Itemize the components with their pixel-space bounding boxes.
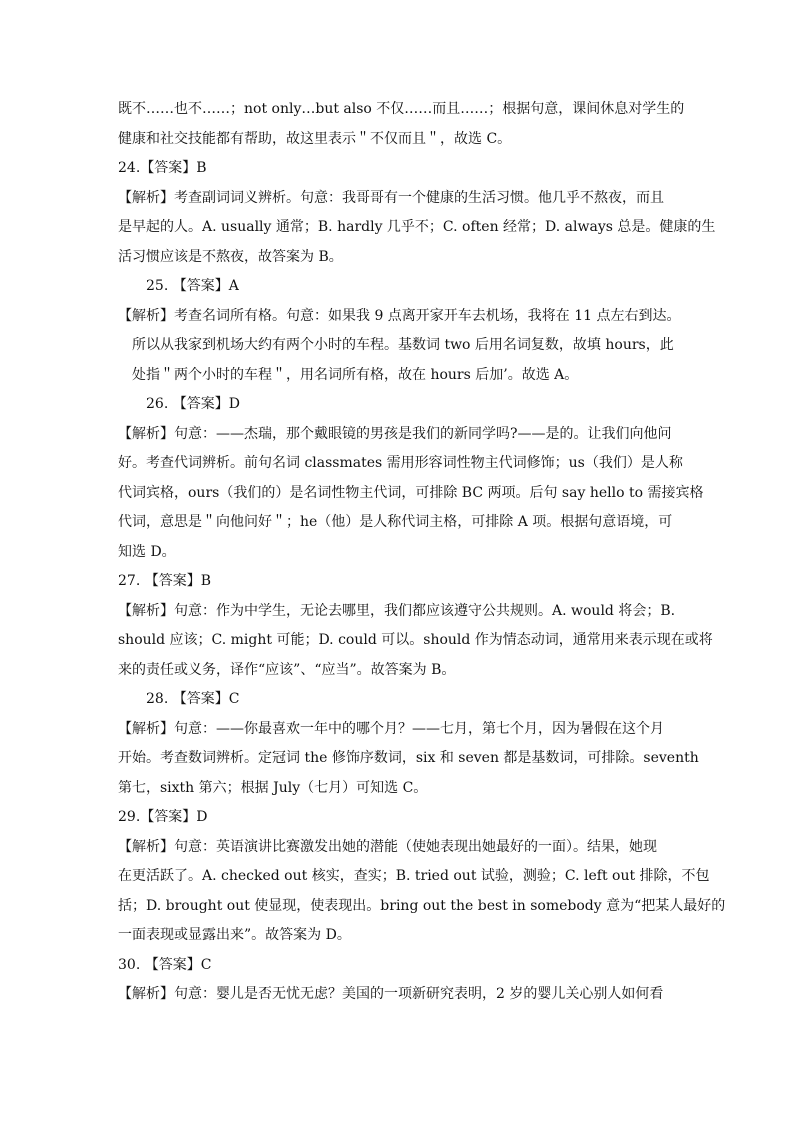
answer-heading-26: 26. 【答案】D	[146, 396, 240, 412]
text-line: 括；D. brought out 使显现，使表现出。bring out the best in somebody 意为“把某人最好的	[118, 897, 726, 914]
answer-heading-28: 28. 【答案】C	[146, 691, 240, 707]
answer-heading-27: 27. 【答案】B	[118, 573, 212, 589]
text-line: 所以从我家到机场大约有两个小时的车程。基数词 two 后用名词复数，故填 hours，此	[132, 337, 674, 353]
text-line: 好。考查代词辨析。前句名词 classmates 需用形容词性物主代词修饰；us（我们）是人称	[118, 455, 683, 471]
answer-heading-30: 30. 【答案】C	[118, 956, 212, 973]
text-line: 活习惯应该是不熬夜，故答案为 B。	[118, 248, 343, 265]
analysis-line: 【解析】句意：作为中学生，无论去哪里，我们都应该遵守公共规则。A. would 将会；B.	[118, 602, 676, 619]
text-line: 健康和社交技能都有帮助，故这里表示＂不仅而且＂，故选 C。	[118, 130, 512, 147]
analysis-line: 【解析】考查名词所有格。句意：如果我 9 点离开家开车去机场，我将在 11 点左右到达。	[118, 307, 681, 324]
text-line: 代词宾格，ours（我们的）是名词性物主代词，可排除 BC 两项。后句 say hello to 需接宾格	[118, 484, 704, 501]
text-line: 既不……也不……；not only…but also 不仅……而且……；根据句意，课间休息对学生的	[118, 101, 685, 117]
analysis-line: 【解析】句意：——杰瑞，那个戴眼镜的男孩是我们的新同学吗?——是的。让我们向他问	[118, 425, 672, 442]
analysis-line: 【解析】句意：英语演讲比赛激发出她的潜能（使她表现出她最好的一面）。结果，她现	[118, 838, 657, 855]
analysis-line: 【解析】句意：——你最喜欢一年中的哪个月？——七月，第七个月，因为暑假在这个月	[118, 720, 664, 737]
text-line: 一面表现或显露出来”。故答案为 D。	[118, 927, 351, 943]
text-line: 来的责任或义务，译作“应该”、“应当”。故答案为 B。	[118, 661, 456, 678]
text-line: 第七，sixth 第六；根据 July（七月）可知选 C。	[118, 779, 428, 796]
answer-heading-29: 29.【答案】D	[118, 809, 208, 825]
text-line: 代词，意思是＂向他问好＂；he（他）是人称代词主格，可排除 A 项。根据句意语境，可	[118, 514, 673, 530]
text-line: 开始。考查数词辨析。定冠词 the 修饰序数词，six 和 seven 都是基数词，可排除。seventh	[118, 750, 699, 766]
answer-heading-25: 25. 【答案】A	[146, 278, 239, 294]
text-line: 处指＂两个小时的车程＂，用名词所有格，故在 hours 后加’。故选 A。	[132, 366, 579, 383]
analysis-line: 【解析】句意：婴儿是否无忧无虑？美国的一项新研究表明，2 岁的婴儿关心别人如何看	[118, 986, 664, 1002]
text-line: should 应该；C. might 可能；D. could 可以。should 作为情态动词，通常用来表示现在或将	[118, 632, 713, 648]
text-line: 知选 D。	[118, 543, 176, 560]
answer-heading-24: 24.【答案】B	[118, 160, 207, 176]
text-line: 在更活跃了。A. checked out 核实，查实；B. tried out 试验，测验；C. left out 排除，不包	[118, 868, 710, 884]
analysis-line: 【解析】考查副词词义辨析。句意：我哥哥有一个健康的生活习惯。他几乎不熬夜，而且	[118, 189, 664, 206]
answer-explanation-text	[118, 95, 726, 1010]
text-line: 是早起的人。A. usually 通常；B. hardly 几乎不；C. often 经常；D. always 总是。健康的生	[118, 219, 716, 235]
